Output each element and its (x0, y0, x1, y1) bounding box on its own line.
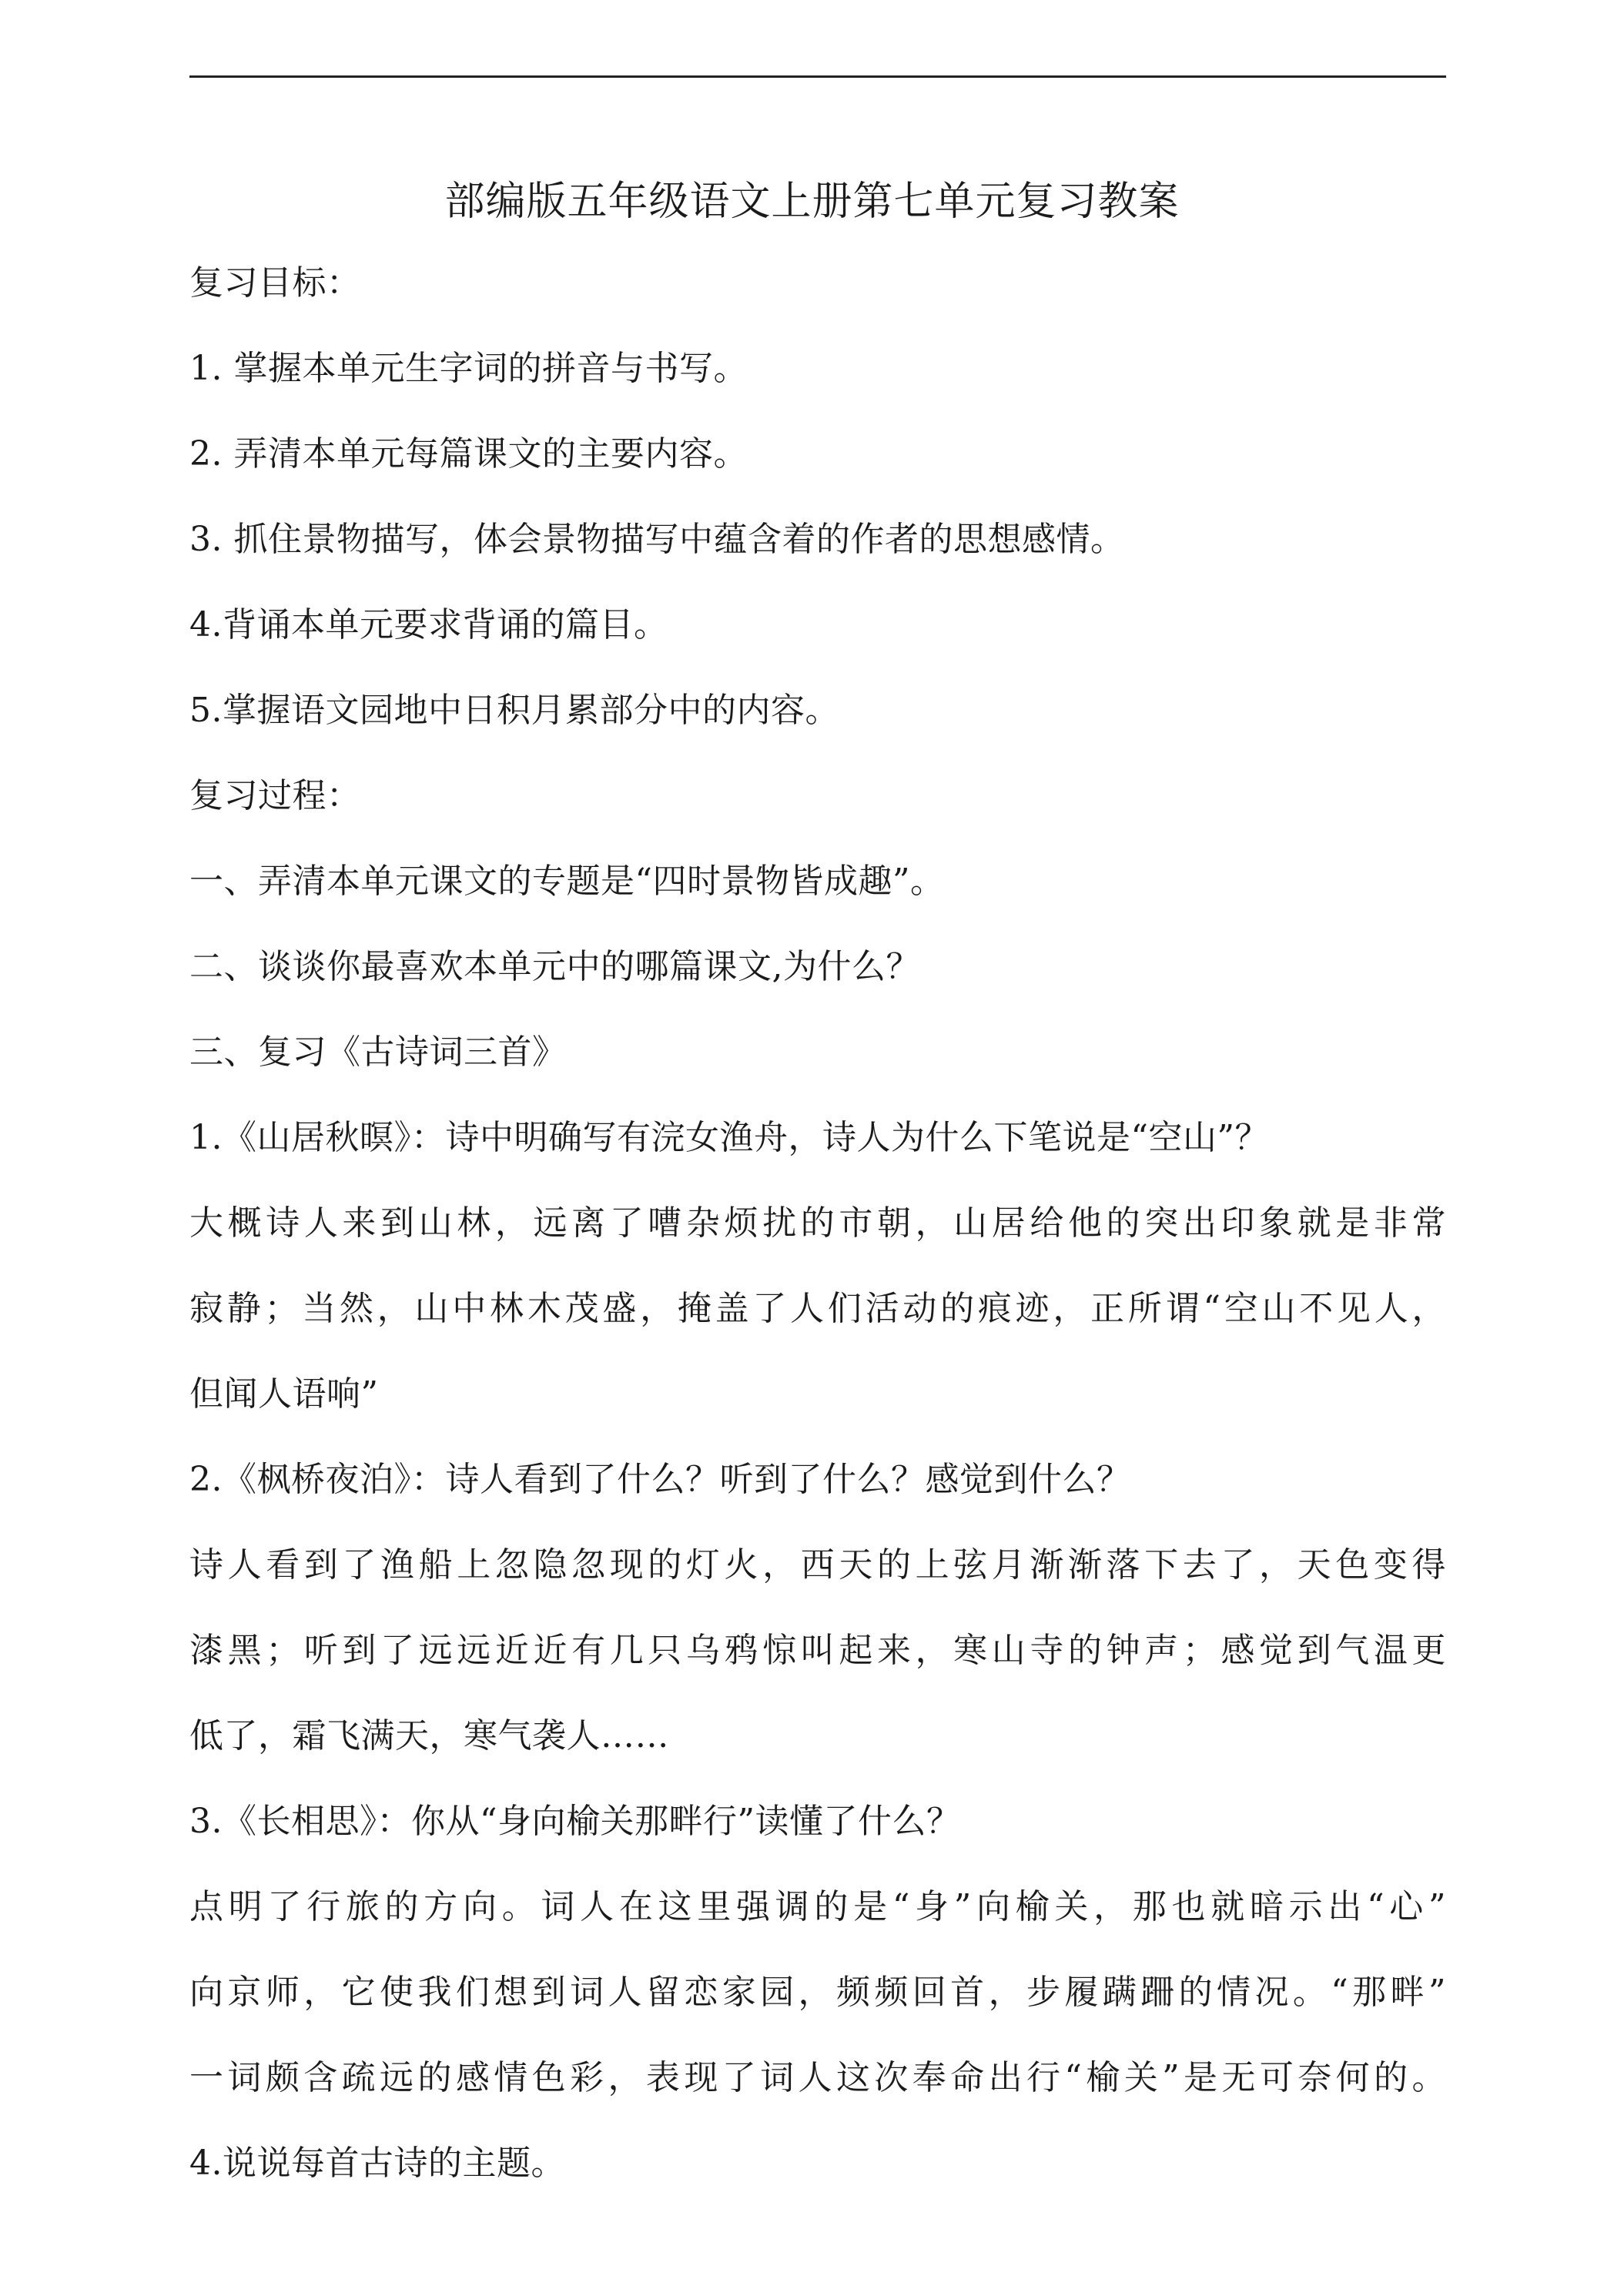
poem-answer-2-line: 诗人看到了渔船上忽隐忽现的灯火，西天的上弦月渐渐落下去了，天色变得 (189, 1545, 1446, 1585)
poem-answer-3-line: 向京师，它使我们想到词人留恋家园，频频回首，步履蹒跚的情况。“那畔” (189, 1973, 1446, 2012)
poem-question-1: 1.《山居秋暝》：诗中明确写有浣女渔舟，诗人为什么下笔说是“空山”？ (189, 1118, 1269, 1157)
poem-answer-1-line: 但闻人语响” (189, 1374, 379, 1414)
poem-answer-2-line: 低了，霜飞满天，寒气袭人…… (189, 1716, 669, 1755)
goal-item-5: 5.掌握语文园地中日积月累部分中的内容。 (189, 691, 839, 730)
goal-item-2: 2. 弄清本单元每篇课文的主要内容。 (189, 434, 748, 474)
goal-item-1: 1. 掌握本单元生字词的拼音与书写。 (189, 349, 748, 388)
page-title: 部编版五年级语文上册第七单元复习教案 (444, 179, 1180, 225)
poem-question-2: 2.《枫桥夜泊》：诗人看到了什么？听到了什么？感觉到什么？ (189, 1460, 1131, 1499)
poem-answer-1-line: 寂静；当然，山中林木茂盛，掩盖了人们活动的痕迹，正所谓“空山不见人， (189, 1289, 1446, 1328)
poem-answer-2-line: 漆黑；听到了远远近近有几只乌鸦惊叫起来，寒山寺的钟声；感觉到气温更 (189, 1631, 1446, 1670)
section-heading-process: 复习过程： (189, 776, 361, 815)
process-step-3: 三、复习《古诗词三首》 (189, 1033, 567, 1072)
poem-question-3: 3.《长相思》：你从“身向榆关那畔行”读懂了什么？ (189, 1802, 961, 1841)
poem-answer-3-line: 点明了行旅的方向。词人在这里强调的是“身”向榆关，那也就暗示出“心” (189, 1887, 1446, 1926)
goal-item-3: 3. 抓住景物描写，体会景物描写中蕴含着的作者的思想感情。 (189, 520, 1125, 559)
process-step-2: 二、谈谈你最喜欢本单元中的哪篇课文,为什么？ (189, 947, 920, 986)
section-heading-goals: 复习目标： (189, 263, 361, 303)
goal-item-4: 4.背诵本单元要求背诵的篇目。 (189, 605, 668, 644)
poem-question-4: 4.说说每首古诗的主题。 (189, 2144, 565, 2183)
process-step-1: 一、弄清本单元课文的专题是“四时景物皆成趣”。 (189, 862, 945, 901)
header-rule (189, 75, 1446, 78)
poem-answer-3-line: 一词颇含疏远的感情色彩，表现了词人这次奉命出行“榆关”是无可奈何的。 (189, 2058, 1446, 2097)
poem-answer-1-line: 大概诗人来到山林，远离了嘈杂烦扰的市朝，山居给他的突出印象就是非常 (189, 1203, 1446, 1243)
